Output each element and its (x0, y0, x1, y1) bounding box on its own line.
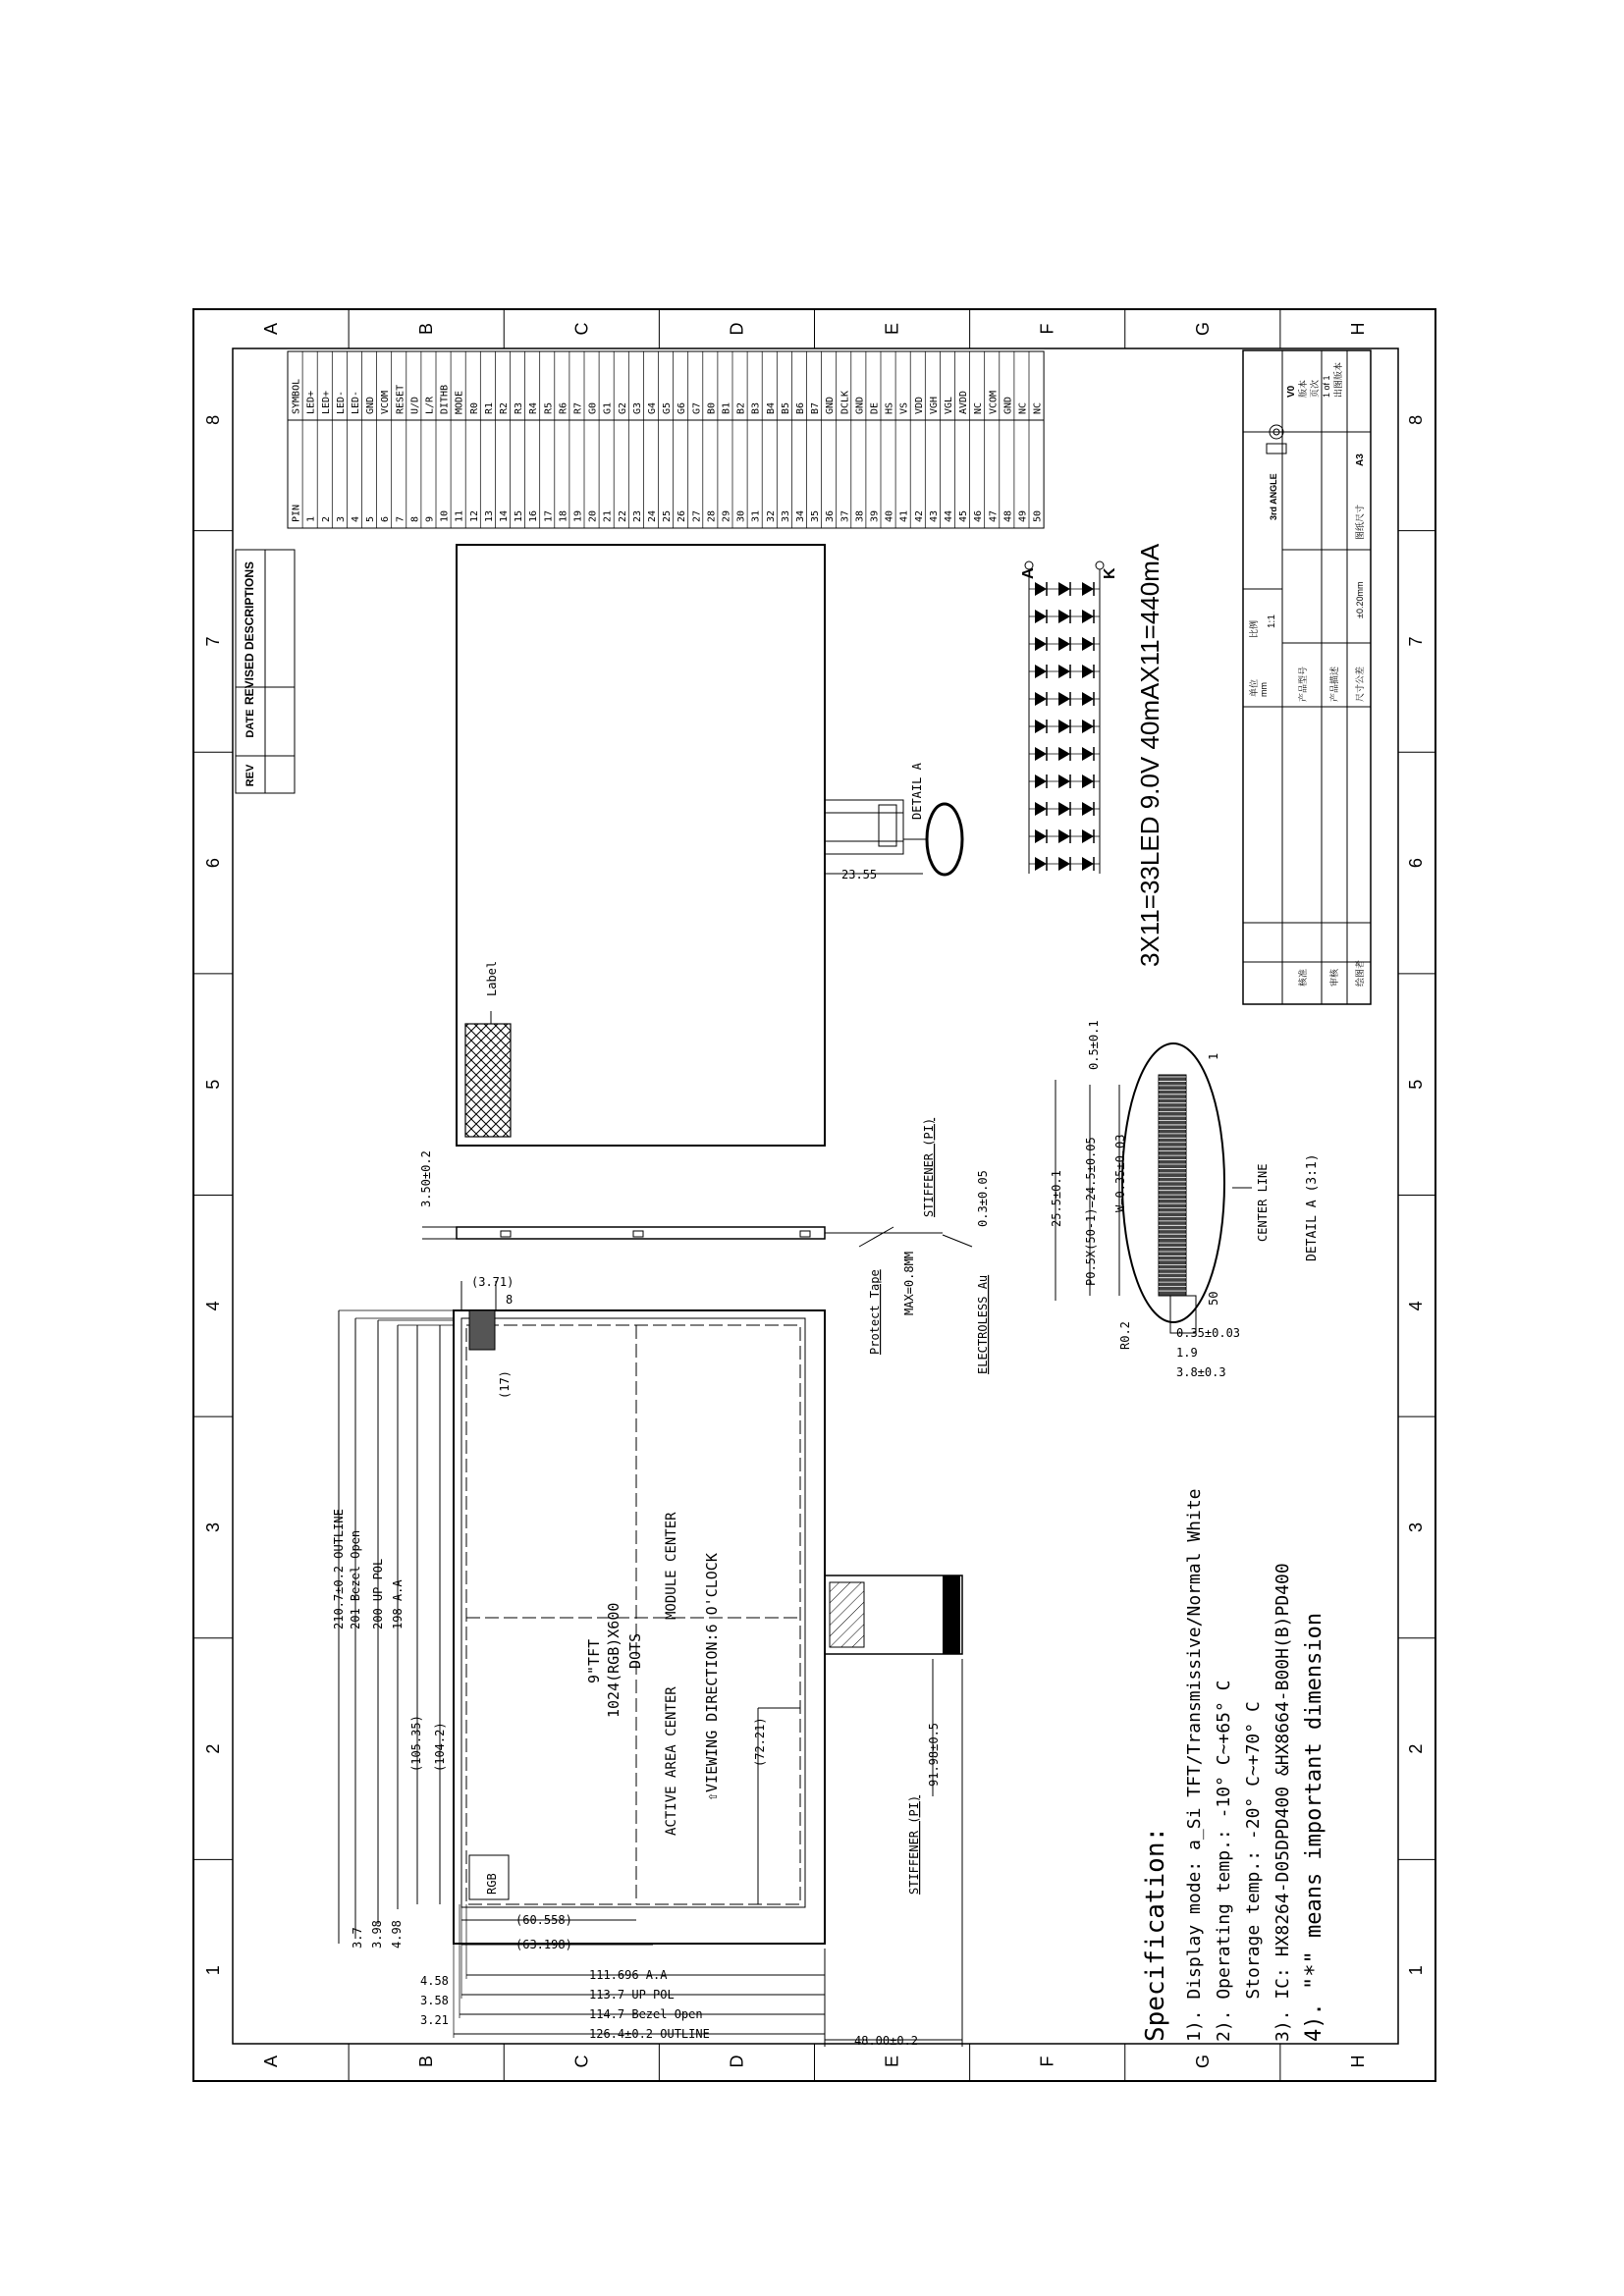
zone-row-label: D (727, 2055, 747, 2068)
tb-model-label: 产品型号 (1298, 666, 1308, 702)
pin-header: PIN (291, 504, 302, 522)
pin-table (288, 351, 1044, 528)
tb-version-label: 版本 (1298, 379, 1308, 398)
tb-angle: 3rd ANGLE (1269, 473, 1278, 520)
spec-item-3: Storage temp.: -20° C~+70° C (1243, 1701, 1264, 2042)
zone-col-label: 3 (203, 1522, 223, 1532)
zone-row-label: F (1037, 2056, 1057, 2067)
title-block (1243, 350, 1371, 1004)
dim-edge: 0.5±0.1 (1087, 1020, 1101, 1070)
side-dim-3: 4.98 (390, 1920, 404, 1949)
height-dim-label: 210.7±0.2 OUTLINE (332, 1509, 346, 1629)
pin-number: 3 (335, 515, 347, 522)
led-diode (1035, 582, 1047, 596)
zone-row-label: B (416, 2055, 437, 2068)
zone-col-label: 1 (203, 1965, 223, 1976)
led-array (1025, 561, 1104, 874)
led-diode (1082, 665, 1094, 678)
led-diode (1058, 829, 1070, 843)
spec-title: Specification: (1141, 1826, 1170, 2042)
date-header: DATE (244, 709, 256, 738)
stiffener-side-label: STIFFENER (PI) (922, 1117, 936, 1217)
dim-width: W=0.35±0.03 (1113, 1134, 1127, 1212)
led-circuit (1020, 543, 1164, 967)
led-diode (1035, 637, 1047, 651)
spec-item-4: 3). IC: HX8264-D05DPD400 &HX8664-B00H(B)PD400 (1272, 1563, 1293, 2042)
pin-symbol: B5 (780, 401, 791, 414)
pin-number: 33 (780, 509, 791, 522)
height-dim-label: 198 A.A (391, 1579, 405, 1629)
tb-unit-label: 单位 (1249, 678, 1259, 697)
dim-1-9: 1.9 (1176, 1346, 1198, 1360)
pin-number: 45 (958, 509, 970, 522)
pin-number: 10 (439, 509, 451, 522)
rgb-label: RGB (485, 1873, 499, 1895)
electroless-label: ELECTROLESS Au (976, 1274, 990, 1374)
pin-number: 35 (810, 509, 822, 522)
pin-number: 46 (973, 509, 985, 522)
pin-symbol: B6 (794, 401, 806, 414)
height-dim-label: 201 Bezel Open (349, 1529, 362, 1629)
zone-col-label: 3 (1406, 1522, 1426, 1532)
pin-number: 50 (1032, 509, 1044, 522)
pin-symbol: R0 (468, 401, 480, 414)
pin-symbol: LED- (350, 390, 361, 414)
pin-number: 12 (468, 509, 480, 522)
zone-row-label: A (261, 322, 282, 336)
zone-col-label: 4 (203, 1301, 223, 1311)
pin-symbol: U/D (409, 396, 421, 414)
width-side-1: 4.58 (420, 1974, 449, 1988)
resolution: 1024(RGB)X600 (605, 1602, 623, 1718)
pin-number: 24 (646, 509, 658, 522)
module-center-label: MODULE CENTER (664, 1512, 679, 1620)
led-diode (1058, 692, 1070, 706)
front-view (332, 1275, 962, 2048)
zone-row-label: D (727, 322, 747, 336)
detail-a-label: DETAIL A (910, 763, 924, 820)
zone-row-label: H (1347, 2055, 1368, 2068)
module-back-view (457, 545, 962, 1146)
pin-symbol: DE (869, 401, 881, 414)
dim-105: (105.35) (409, 1715, 423, 1772)
led-diode (1058, 582, 1070, 596)
rev-header: REV (244, 764, 256, 787)
pin-symbol: VS (898, 401, 910, 414)
pin-symbol: R4 (528, 401, 540, 414)
led-diode (1058, 802, 1070, 816)
pin-number: 26 (677, 509, 688, 522)
tb-issue-label: 出图版本 (1333, 361, 1343, 398)
pin-symbol: G2 (617, 401, 628, 414)
tb-tol: ±0.20mm (1355, 581, 1365, 618)
pin50-label: 50 (1207, 1291, 1220, 1306)
led-anode-label: A (1020, 567, 1037, 579)
pin-number: 29 (721, 509, 732, 522)
pin-number: 9 (424, 515, 436, 522)
tb-size: A3 (1355, 454, 1366, 466)
pin-symbol: R2 (498, 401, 510, 414)
pin-symbol: AVDD (958, 390, 970, 414)
led-diode (1082, 747, 1094, 761)
dim-pitch-total: 25.5±0.1 (1050, 1170, 1063, 1227)
pin-symbol: G7 (691, 401, 703, 414)
tb-scale: 1:1 (1267, 614, 1277, 628)
protect-tape-label: Protect Tape (868, 1269, 882, 1355)
led-diode (1082, 720, 1094, 733)
pin-number: 19 (572, 509, 584, 522)
zone-row-label: E (882, 322, 902, 336)
pin-number: 1 (305, 515, 317, 522)
led-diode (1035, 692, 1047, 706)
revision-block (236, 550, 295, 793)
width-dimensions (454, 1904, 825, 2041)
pin-number: 25 (662, 509, 674, 522)
led-diode (1058, 637, 1070, 651)
panel-size: 9"TFT (585, 1638, 603, 1683)
pin-number: 37 (839, 509, 851, 522)
led-diode (1058, 774, 1070, 788)
pin-number: 6 (380, 515, 392, 522)
thickness-dim: 3.50±0.2 (419, 1150, 433, 1207)
tb-version: V0 (1286, 385, 1297, 398)
width-side-2: 3.58 (420, 1994, 449, 2007)
zone-row-label: A (261, 2055, 282, 2068)
pin-symbol: R7 (572, 401, 584, 414)
fpc-thickness: 0.3±0.05 (976, 1170, 990, 1227)
pin-symbol: R6 (558, 401, 569, 414)
zone-col-label: 7 (203, 636, 223, 647)
pin-number: 23 (631, 509, 643, 522)
tb-scale-label: 比例 (1249, 619, 1259, 638)
label-hatch (465, 1024, 511, 1137)
dim-finger: 0.35±0.03 (1176, 1326, 1241, 1340)
pin-symbol: VGH (928, 396, 940, 414)
active-area-center-label: ACTIVE AREA CENTER (664, 1686, 679, 1836)
pin-symbol: GND (854, 396, 866, 414)
stiffener-front-label: STIFFENER (PI) (907, 1794, 921, 1895)
tb-unit: mm (1259, 682, 1269, 697)
led-diode (1058, 747, 1070, 761)
led-diode (1058, 857, 1070, 871)
width-dim-label: 114.7 Bezel Open (589, 2007, 703, 2021)
zone-row-label: H (1347, 322, 1368, 336)
pin-number: 5 (365, 515, 377, 522)
pin-symbol: DITHB (439, 384, 451, 414)
pin-symbol: LED- (335, 390, 347, 414)
width-dim-label: 126.4±0.2 OUTLINE (589, 2027, 710, 2041)
height-dimensions (332, 1310, 454, 1944)
pin-number: 34 (794, 509, 806, 522)
led-diode (1058, 610, 1070, 623)
zone-row-label: C (571, 2055, 592, 2068)
fpc-dim: 23.55 (841, 868, 878, 881)
pin-symbol: NC (1032, 401, 1044, 414)
tb-approve: 核准 (1298, 968, 1308, 987)
pin-number: 8 (409, 515, 421, 522)
pin-number: 38 (854, 509, 866, 522)
pin-symbol: B3 (750, 401, 762, 414)
led-diode (1035, 857, 1047, 871)
zone-col-label: 7 (1406, 636, 1426, 647)
dim-pitch: P0.5X(50-1)=24.5±0.05 (1084, 1137, 1098, 1286)
tb-page: 1 of 1 (1322, 375, 1331, 398)
zone-col-label: 2 (203, 1743, 223, 1754)
pin-symbol: R3 (514, 401, 525, 414)
dim-8: 8 (506, 1293, 514, 1307)
height-dim-label: 200 UP POL (371, 1558, 385, 1629)
pin-number: 16 (528, 509, 540, 522)
pin-number: 41 (898, 509, 910, 522)
pin-number: 22 (617, 509, 628, 522)
specification (1141, 1488, 1326, 2042)
pin-symbol: GND (825, 396, 837, 414)
detail-a-view (1050, 1020, 1320, 1379)
led-diode (1035, 774, 1047, 788)
zone-row-label: G (1192, 2054, 1213, 2069)
side-dim-1: 3.7 (351, 1927, 364, 1949)
led-caption: 3X11=33LED 9.0V 40mAX11=440mA (1135, 543, 1164, 967)
width-dim-label: 113.7 UP POL (589, 1988, 675, 2002)
dim-63: (63.198) (515, 1938, 572, 1951)
zone-col-label: 6 (1406, 858, 1426, 869)
pin-symbol: G3 (631, 401, 643, 414)
spec-item-2: 2). Operating temp.: -10° C~+65° C (1214, 1680, 1234, 2042)
led-diode (1082, 692, 1094, 706)
pin-symbol: B1 (721, 401, 732, 414)
symbol-header: SYMBOL (291, 378, 302, 414)
led-diode (1058, 665, 1070, 678)
pin-number: 2 (320, 515, 332, 522)
pin-number: 27 (691, 509, 703, 522)
pin-number: 21 (602, 509, 614, 522)
led-diode (1058, 720, 1070, 733)
dots: DOTS (626, 1632, 644, 1669)
led-diode (1035, 720, 1047, 733)
led-diode (1082, 637, 1094, 651)
pin-number: 28 (706, 509, 718, 522)
led-diode (1082, 857, 1094, 871)
tb-check: 审核 (1329, 968, 1339, 987)
dim-60: (60.558) (515, 1913, 572, 1927)
pin-symbol: B7 (810, 401, 822, 414)
zone-row-label: C (571, 322, 592, 336)
center-line-label: CENTER LINE (1256, 1163, 1270, 1242)
pin1-label: 1 (1207, 1052, 1220, 1060)
label-text: Label (485, 960, 499, 996)
pin-symbol: G0 (587, 401, 599, 414)
pin-number: 36 (825, 509, 837, 522)
pin-symbol: DCLK (839, 390, 851, 414)
dim-72: (72.21) (753, 1717, 767, 1767)
zone-col-label: 2 (1406, 1743, 1426, 1754)
led-diode (1082, 802, 1094, 816)
tb-tol-label: 尺寸公差 (1355, 666, 1365, 702)
pin-number: 43 (928, 509, 940, 522)
fpc-length: 91.98±0.5 (927, 1722, 941, 1787)
pin-symbol: RESET (395, 384, 406, 414)
pin-symbol: R5 (543, 401, 555, 414)
pin-number: 18 (558, 509, 569, 522)
pin-symbol: G4 (646, 401, 658, 414)
pin-number: 20 (587, 509, 599, 522)
detail-a-callout (927, 804, 962, 875)
pin-symbol: B4 (765, 401, 777, 414)
pin-symbol: MODE (454, 390, 465, 414)
pin-number: 48 (1002, 509, 1014, 522)
pin-number: 4 (350, 515, 361, 522)
led-diode (1035, 829, 1047, 843)
pin-symbol: NC (973, 401, 985, 414)
zone-col-label: 4 (1406, 1301, 1426, 1311)
tb-size-label: 图纸尺寸 (1355, 504, 1365, 540)
side-dim-2: 3.98 (370, 1920, 384, 1949)
pin-number: 13 (483, 509, 495, 522)
spec-item-1: 1). Display mode: a_Si TFT/Transmissive/Normal White (1184, 1488, 1205, 2042)
module-side-view (419, 1118, 990, 1374)
led-diode (1082, 582, 1094, 596)
led-diode (1082, 774, 1094, 788)
pin-symbol: G1 (602, 401, 614, 414)
pin-number: 15 (514, 509, 525, 522)
pin-number: 30 (735, 509, 747, 522)
led-diode (1035, 802, 1047, 816)
pin-symbol: R1 (483, 401, 495, 414)
fpc-offset: 48.00±0.2 (854, 2034, 919, 2048)
zone-col-label: 8 (203, 414, 223, 425)
led-diode (1035, 747, 1047, 761)
pin-symbol: HS (884, 401, 895, 414)
pin-symbol: VDD (913, 396, 925, 414)
pin-number: 47 (988, 509, 1000, 522)
revision-title: REVISED DESCRIPTIONS (243, 561, 256, 706)
dim-radius: R0.2 (1118, 1321, 1132, 1350)
max-thickness: MAX=0.8MM (902, 1251, 916, 1315)
spec-item-5: 4). "*" means important dimension (1302, 1612, 1326, 2042)
zone-col-label: 5 (1406, 1079, 1426, 1090)
dim-3-8: 3.8±0.3 (1176, 1365, 1226, 1379)
tb-desc-label: 产品描述 (1329, 666, 1339, 702)
zone-col-label: 1 (1406, 1965, 1426, 1976)
dim-3-71: (3.71) (471, 1275, 514, 1289)
zone-col-label: 8 (1406, 414, 1426, 425)
pin-symbol: GND (365, 396, 377, 414)
led-cathode-label: K (1102, 567, 1118, 579)
viewing-direction: ⇧VIEWING DIRECTION:6 O'CLOCK (703, 1553, 721, 1801)
width-dim-label: 111.696 A.A (589, 1968, 668, 1982)
dim-104: (104.2) (433, 1722, 447, 1772)
zone-row-label: F (1037, 323, 1057, 335)
zone-row-label: B (416, 322, 437, 336)
dim-17: (17) (498, 1370, 512, 1399)
corner-mark (469, 1310, 495, 1350)
pin-symbol: G6 (677, 401, 688, 414)
zone-col-label: 6 (203, 858, 223, 869)
led-diode (1082, 829, 1094, 843)
pin-number: 17 (543, 509, 555, 522)
pin-symbol: B2 (735, 401, 747, 414)
third-angle-icon (1267, 425, 1286, 454)
led-diode (1035, 610, 1047, 623)
width-side-3: 3.21 (420, 2013, 449, 2027)
tb-drawn: 绘图者 (1355, 959, 1365, 987)
pin-number: 42 (913, 509, 925, 522)
zone-row-label: E (882, 2055, 902, 2068)
pin-symbol: VGL (943, 396, 954, 414)
pin-number: 7 (395, 515, 406, 522)
pin-number: 49 (1017, 509, 1029, 522)
pin-number: 31 (750, 509, 762, 522)
pin-symbol: G5 (662, 401, 674, 414)
pin-symbol: GND (1002, 396, 1014, 414)
pin-number: 11 (454, 509, 465, 522)
led-diode (1082, 610, 1094, 623)
tb-page-label: 页次 (1310, 379, 1320, 398)
pin-symbol: VCOM (988, 390, 1000, 414)
zone-col-label: 5 (203, 1079, 223, 1090)
pin-number: 40 (884, 509, 895, 522)
pin-symbol: LED+ (305, 390, 317, 414)
pin-number: 32 (765, 509, 777, 522)
pin-symbol: B0 (706, 401, 718, 414)
pin-symbol: L/R (424, 396, 436, 414)
detail-a-title: DETAIL A (3:1) (1305, 1153, 1320, 1261)
pin-number: 44 (943, 509, 954, 522)
connector-fingers (1159, 1075, 1186, 1296)
pin-symbol: LED+ (320, 390, 332, 414)
pin-symbol: VCOM (380, 390, 392, 414)
pin-number: 14 (498, 509, 510, 522)
led-diode (1035, 665, 1047, 678)
pin-number: 39 (869, 509, 881, 522)
pin-symbol: NC (1017, 401, 1029, 414)
zone-row-label: G (1192, 321, 1213, 337)
